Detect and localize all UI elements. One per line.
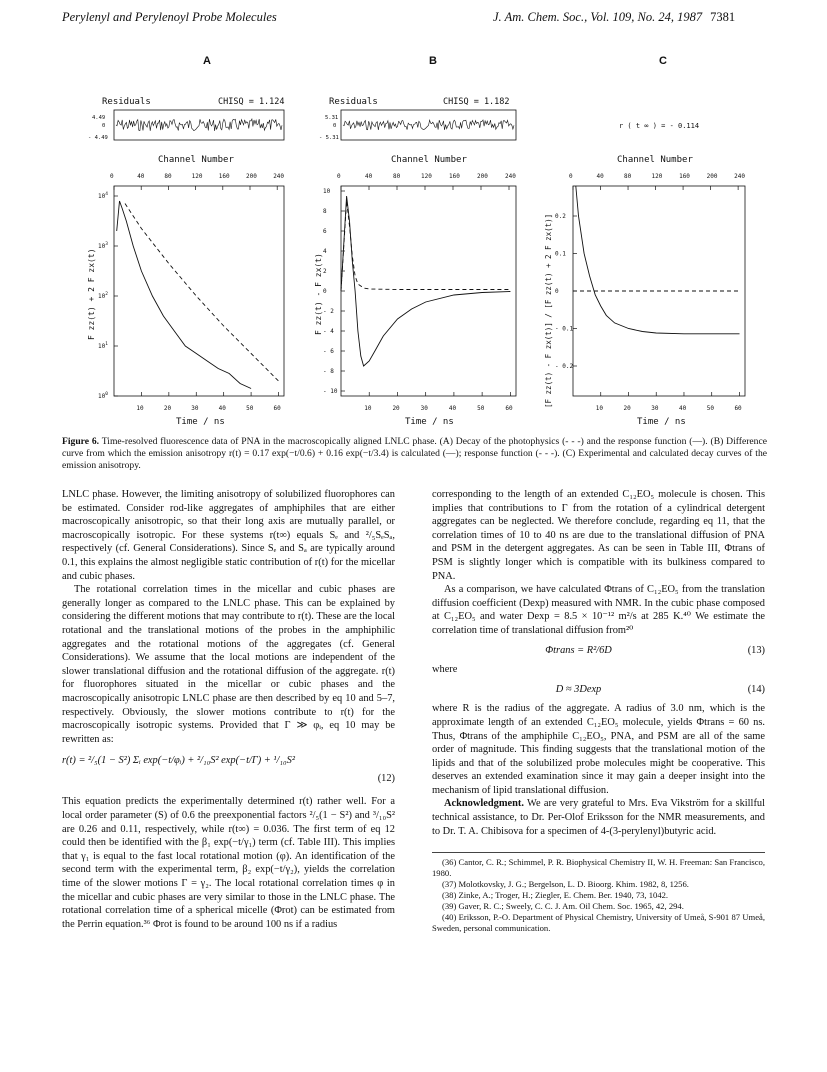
x-tick-label: 10	[364, 405, 372, 412]
channel-tick-label: 40	[596, 173, 604, 180]
y-tick-exponent: 3	[105, 242, 108, 247]
x-axis-label: Time / ns	[176, 417, 225, 427]
reference: (37) Molotkovsky, J. G.; Bergelson, L. D. Bioorg. Khim. 1982, 8, 1256.	[442, 879, 689, 890]
y-tick-label: 4	[323, 248, 327, 255]
y-tick-exponent: 4	[105, 192, 108, 197]
x-tick-label: 60	[734, 405, 742, 412]
plot-frame	[114, 186, 284, 396]
y-tick-label: $10^2$	[98, 292, 108, 300]
panel-letter-b: B	[429, 55, 437, 67]
channel-tick-label: 200	[246, 173, 257, 180]
channel-tick-label: 80	[393, 173, 401, 180]
y-tick-label: - 0.2	[555, 363, 574, 370]
res-tick-top: 4.49	[92, 115, 106, 121]
channel-tick-label: 0	[110, 173, 114, 180]
channel-tick-label: 200	[477, 173, 488, 180]
running-header-right	[493, 10, 735, 25]
x-tick-label: 20	[623, 405, 631, 412]
x-tick-label: 60	[273, 405, 281, 412]
y-tick-label: 0.2	[555, 213, 566, 220]
equation-number: (13)	[747, 644, 765, 656]
equation-body: r(t) = ²/₅(1 − S²) Σᵢ exp(−t/φᵢ) + ²/₁₀S² exp(−t/Γ) + ¹/₁₀S²	[62, 755, 295, 767]
equation-body: Φtrans = R²/6D	[545, 644, 612, 656]
x-tick-label: 40	[678, 405, 687, 412]
x-tick-label: 30	[651, 405, 659, 412]
solid-series	[117, 201, 251, 389]
paragraph: where R is the radius of the aggregate. A radius of 3.0 nm, which is the approximate length of an extended C₁₂EO₅ molecule, yields Φtrans = 60 ns. Thus, Φtrans of the amphiphile C₁₂EO₅, PNA, and PSM are all of the same order of magnitude. This finding suggests that the translational motion of the lipids and that of the solubilized probe molecules might be cooperative. This deserves an extended examination since it may gain a deeper insight into the mechanism of lipid translational diffusion.	[432, 703, 765, 796]
plot-axes	[323, 188, 513, 412]
panel-letter-c: C	[659, 55, 667, 67]
plot-series	[117, 201, 279, 389]
acknowledgment-text: We are very grateful to Mrs. Eva Vikström for a skillful technical assistance, to Dr. Per-Olof Eriksson for the NMR measurements, and to Dr. T. A. Chibisova for a specimen of 4-(3-perylenyl)butyric acid.	[432, 798, 765, 837]
caption-text: Time-resolved fluorescence data of PNA in the macroscopically aligned LNLC phase. (A) Decay of the photophysics (- - -) and the response function (—). (B) Difference curve from which the emission anisotropy r(t) = 0.17 exp(−t/0.6) + 0.16 exp(−t/3.4) is calculated (—); response function (- - -). (C) Experimental and calculated decay curves of the emission anisotropy.	[62, 436, 767, 471]
y-tick-label: 10	[323, 188, 331, 195]
y-tick-label: - 4	[323, 328, 334, 335]
acknowledgment-title: Acknowledgment.	[444, 798, 524, 810]
channel-tick-label: 0	[337, 173, 341, 180]
res-tick-bottom: - 5.31	[319, 135, 339, 141]
reference: (36) Cantor, C. R.; Schimmel, P. R. Biophysical Chemistry II, W. H. Freeman: San Francisco, 1980.	[432, 857, 765, 879]
paragraph: corresponding to the length of an extended C₁₂EO₅ molecule is chosen. This implies that contributions to Γ from the rotation of a cylindrical detergent aggregates can be neglected. We therefore conclude, regarding eq 11, that the correlation times of 10 to 40 ns are due to the translational diffusion of PNA and PSM in the detergent aggregates. As can be seen in Table III, Φtrans of PSM is slightly longer which is compatible with its bulkiness compared to PNA.	[432, 489, 765, 582]
y-tick-label: 0.1	[555, 250, 566, 258]
residual-trace	[343, 120, 514, 130]
reference: (39) Gaver, R. C.; Sweely, C. C. J. Am. Oil Chem. Soc. 1965, 42, 294.	[442, 901, 684, 912]
solid-series	[341, 196, 510, 366]
channel-number-label: Channel Number	[617, 155, 693, 165]
paragraph: LNLC phase. However, the limiting anisotropy of solubilized fluorophores can be estimated. Consider rod-like aggregates of amphiphiles that are either macroscopically anisotropic, so that their long axis are mutually parallel, or macroscopically isotropic. For these systems r(t∞) equals Sₑ and ²/₅SₑSₐ, respectively (cf. General Considerations). Since Sₑ and Sₐ are typically around 0.1, this explains the almost negligible static contribution of r(t) for the micellar and cubic phases.	[62, 489, 395, 582]
equation-13	[432, 644, 765, 658]
channel-ticks	[110, 173, 284, 190]
dashed-series	[341, 201, 510, 291]
right-column	[432, 488, 765, 934]
x-tick-label: 50	[246, 405, 254, 412]
reference: (40) Eriksson, P.-O. Department of Physical Chemistry, University of Umeå, S-901 87 Umeå, Sweden, personal communication.	[432, 912, 765, 934]
x-axis-label: Time / ns	[637, 417, 686, 427]
y-tick-label: - 10	[323, 388, 338, 395]
y-tick-label: 6	[323, 228, 327, 235]
y-tick-exponent: 0	[105, 392, 108, 397]
y-axis-label: F zz(t) + 2 F zx(t)	[87, 248, 96, 340]
res-tick-bottom: - 4.49	[88, 135, 108, 141]
plot-series	[573, 186, 740, 334]
chisq-label: CHISQ = 1.182	[443, 97, 510, 107]
equation-number: (14)	[747, 683, 765, 695]
plot-axes	[555, 213, 742, 412]
x-tick-label: 10	[136, 405, 144, 412]
x-tick-label: 60	[505, 405, 513, 412]
y-tick-label: - 2	[323, 308, 334, 315]
x-tick-label: 20	[392, 405, 400, 412]
y-tick-label: $10^0$	[98, 392, 108, 400]
x-tick-label: 30	[191, 405, 199, 412]
channel-tick-label: 240	[505, 173, 516, 180]
x-tick-label: 40	[448, 405, 457, 412]
y-tick-label: 0	[323, 288, 327, 295]
references	[432, 852, 765, 934]
x-tick-label: 50	[477, 405, 485, 412]
y-axis-label: [F zz(t) - F zx(t)] / [F zz(t) + 2 F zx(t)]	[544, 213, 553, 408]
channel-number-label: Channel Number	[158, 155, 234, 165]
channel-tick-label: 80	[624, 173, 632, 180]
channel-tick-label: 160	[449, 173, 460, 180]
x-tick-label: 20	[163, 405, 172, 412]
y-tick-label: $10^4$	[98, 192, 108, 200]
channel-tick-label: 80	[164, 173, 172, 180]
running-header-left: Perylenyl and Perylenoyl Probe Molecules	[62, 10, 277, 24]
equation-number: (12)	[377, 772, 395, 784]
x-tick-label: 30	[420, 405, 428, 412]
y-tick-exponent: 1	[105, 342, 108, 347]
y-tick-label: - 0.1	[555, 325, 574, 333]
channel-tick-label: 240	[734, 173, 745, 180]
dashed-series	[125, 204, 279, 382]
y-tick-label: 0	[555, 288, 559, 295]
y-axis-label: F zz(t) - F zx(t)	[314, 253, 323, 335]
chisq-label: CHISQ = 1.124	[218, 97, 285, 107]
journal-citation: J. Am. Chem. Soc., Vol. 109, No. 24, 1987	[493, 10, 703, 24]
equation-14	[432, 683, 765, 697]
paragraph: This equation predicts the experimentally determined r(t) rather well. For a local order parameter (S) of 0.6 the preexponential factors ²/₅(1 − S²) and ³/₁₀S² are 0.26 and 0.11, respectively, while r(t∞) = 0.036. The first term of eq 12 could then be identified with the β₁ exp(−t/γ₁) term (cf. Table III). This implies that γ₁ is equal to the fast local rotational motion (φ). An identification of the second term with the experimental term, β₂ exp(−t/γ₂), yields the correlation time of the slower motions Γ = γ₂. The local rotational correlation times φ in the micellar and cubic phases are very similar to those in the LNLC phase. The rotational correlation time of a spherical micelle (Φrot) can be estimated from the Perrin equation.³⁶ Φrot is found to be around 100 ns if a radius	[62, 796, 395, 930]
equation-body: D ≈ 3Dexp	[555, 683, 602, 695]
y-tick-label: - 6	[323, 348, 334, 355]
y-tick-label: - 8	[323, 368, 334, 375]
page-number: 7381	[710, 10, 736, 24]
residuals-label: Residuals	[329, 97, 378, 107]
y-tick-label: $10^3$	[98, 242, 108, 250]
channel-tick-label: 120	[191, 173, 203, 180]
channel-tick-label: 120	[421, 173, 432, 180]
y-tick-label: $10^1$	[98, 342, 108, 350]
equation-12	[62, 754, 395, 785]
figure-panel-a	[78, 60, 308, 430]
figure-caption	[62, 436, 767, 472]
channel-tick-label: 240	[273, 173, 285, 180]
plot-frame	[341, 186, 516, 396]
paragraph: The rotational correlation times in the micellar and cubic phases are generally longer as compared to the LNLC phase. This can be explained by considering the different motions that may contribute to r(t). These are the local rotational and the translational motions of the probes in the amphiphilic aggregates and the rotational motions of the aggregates (cf. General Considerations). We assume that the local motions are independent of the slower translational diffusion and the rotational diffusion of the aggregate. r(t) for fluorophores situated in the micellar or cubic phases and the macroscopically anisotropic LNLC phase are then described by eq 10 and 5–7, respectively. Obviously, the slower motions contribute to r(t) for the macroscopically isotropic systems. Provided that Γ ≫ φᵢ, eq 10 may be rewritten as:	[62, 584, 395, 745]
channel-tick-label: 120	[651, 173, 663, 180]
x-tick-label: 40	[218, 405, 226, 412]
y-tick-exponent: 2	[105, 292, 108, 297]
residuals-label: Residuals	[102, 97, 151, 107]
channel-ticks	[569, 173, 745, 190]
x-axis-label: Time / ns	[405, 417, 454, 427]
plot-series	[341, 196, 510, 366]
channel-tick-label: 40	[365, 173, 373, 180]
channel-ticks	[337, 173, 516, 190]
acknowledgment	[432, 797, 765, 838]
figure-panel-c	[537, 60, 777, 430]
channel-tick-label: 40	[137, 173, 145, 180]
channel-number-label: Channel Number	[391, 155, 467, 165]
caption-label: Figure 6.	[62, 436, 100, 447]
res-tick-top: 5.31	[325, 115, 339, 121]
solid-series	[576, 186, 740, 334]
panel-letter-a: A	[203, 55, 211, 67]
residual-trace	[116, 119, 282, 131]
channel-tick-label: 160	[679, 173, 690, 180]
figure-panel-b	[303, 60, 533, 430]
left-column	[62, 488, 395, 931]
paragraph: As a comparison, we have calculated Φtrans of C₁₂EO₅ from the translation diffusion coefficient (Dexp) measured with NMR. In the cubic phase composed at C₁₂EO₅ and water Dexp = 8.5 × 10⁻¹² m²/s at 285 K.⁴⁰ We estimate the correlation time of translational diffusion from²⁰	[432, 584, 765, 636]
y-tick-label: 8	[323, 208, 327, 215]
res-tick-zero: 0	[102, 123, 106, 129]
channel-tick-label: 0	[569, 173, 573, 180]
plot-axes	[98, 191, 281, 412]
channel-tick-label: 200	[706, 173, 718, 180]
r-infinity-label: r ( t ∞ ) = - 0.114	[619, 122, 700, 130]
y-tick-label: 2	[323, 268, 327, 275]
x-tick-label: 50	[706, 405, 714, 412]
channel-tick-label: 160	[218, 173, 230, 180]
x-tick-label: 10	[595, 405, 603, 412]
reference: (38) Zinke, A.; Troger, H.; Ziegler, E. Chem. Ber. 1940, 73, 1042.	[442, 890, 669, 901]
res-tick-zero: 0	[333, 123, 337, 129]
where-text: where	[432, 664, 458, 676]
